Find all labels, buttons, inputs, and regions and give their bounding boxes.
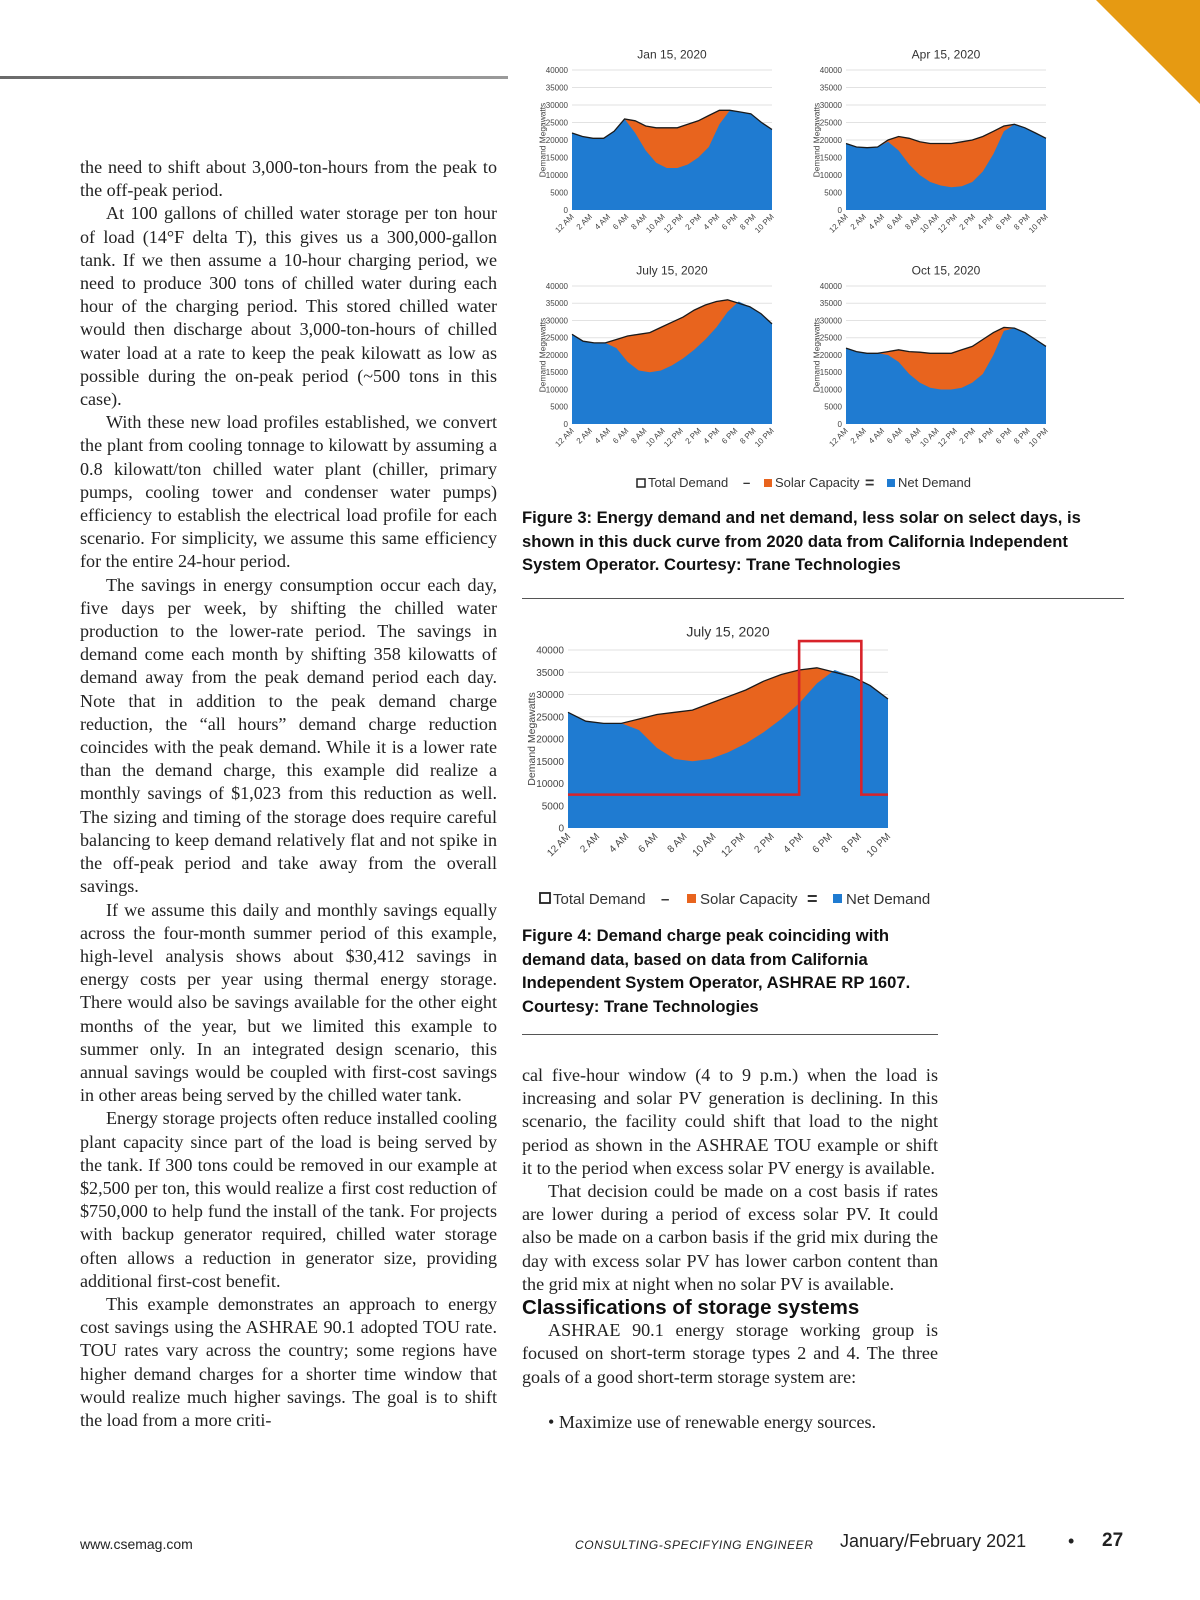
figure-3-rule bbox=[522, 598, 1124, 599]
paragraph: the need to shift about 3,000-ton-hours from the peak to the off-peak period. bbox=[80, 157, 497, 201]
legend-net-swatch bbox=[887, 479, 895, 487]
x-tick-label: 4 PM bbox=[701, 212, 722, 232]
x-tick-label: 10 AM bbox=[644, 426, 667, 449]
y-tick-label: 40000 bbox=[545, 65, 568, 75]
figure-4 bbox=[520, 620, 940, 914]
y-tick-label: 5000 bbox=[541, 801, 564, 813]
legend-solar-swatch bbox=[687, 894, 696, 903]
y-tick-label: 5000 bbox=[824, 188, 842, 198]
x-tick-label: 4 AM bbox=[607, 831, 632, 856]
chart-title: July 15, 2020 bbox=[686, 623, 770, 640]
y-tick-label: 0 bbox=[563, 419, 568, 429]
bullet-item: • Maximize use of renewable energy sources. bbox=[548, 1411, 877, 1432]
chart-title: July 15, 2020 bbox=[636, 263, 708, 278]
y-tick-label: 40000 bbox=[545, 281, 568, 291]
y-tick-label: 10000 bbox=[819, 385, 842, 395]
y-tick-label: 10000 bbox=[545, 385, 568, 395]
y-tick-label: 30000 bbox=[819, 100, 842, 110]
x-tick-label: 8 AM bbox=[629, 212, 649, 232]
paragraph: Energy storage projects often reduce installed cooling plant capacity since part of the load is being served by the tank. If 300 tons could be removed in our example at $2,500 per ton, this would realize a first cost reduction of $750,000 to help fund the install of the tank. For projects with backup generator required, chilled water storage often allows a reduction in generator size, providing additional first-cost benefit. bbox=[80, 1108, 497, 1291]
x-tick-label: 10 PM bbox=[753, 426, 776, 449]
y-tick-label: 25000 bbox=[819, 118, 842, 128]
footer-bullet: • bbox=[1068, 1531, 1075, 1551]
y-tick-label: 15000 bbox=[536, 756, 564, 768]
footer-date: January/February 2021 bbox=[840, 1531, 1027, 1551]
x-tick-label: 2 AM bbox=[848, 426, 868, 446]
y-tick-label: 35000 bbox=[545, 83, 568, 93]
x-tick-label: 12 AM bbox=[553, 426, 576, 449]
y-tick-label: 40000 bbox=[819, 281, 842, 291]
x-tick-label: 8 PM bbox=[738, 426, 758, 446]
chart-oct-15-2020 bbox=[812, 264, 1050, 449]
y-tick-label: 25000 bbox=[545, 333, 568, 343]
y-tick-label: 5000 bbox=[550, 402, 568, 412]
figure-4-rule bbox=[522, 1034, 938, 1035]
y-tick-label: 30000 bbox=[819, 316, 842, 326]
x-tick-label: 8 AM bbox=[665, 831, 690, 856]
chart-title: Oct 15, 2020 bbox=[911, 263, 981, 278]
x-tick-label: 12 PM bbox=[936, 212, 959, 235]
figure-3 bbox=[520, 38, 1100, 500]
y-axis-label: Demand Megawatts bbox=[811, 317, 822, 393]
x-tick-label: 10 AM bbox=[644, 212, 667, 235]
paragraph: cal five-hour window (4 to 9 p.m.) when the load is increasing and solar PV generation is declining. In this scenario, the facility could shift that load to the night period as shown in the ASHRAE TOU example or shift it to the period when excess solar PV energy is available. bbox=[522, 1065, 938, 1178]
y-tick-label: 20000 bbox=[819, 350, 842, 360]
x-tick-label: 10 AM bbox=[690, 831, 719, 860]
x-tick-label: 4 PM bbox=[975, 426, 996, 446]
x-tick-label: 2 AM bbox=[578, 831, 603, 856]
y-tick-label: 5000 bbox=[550, 188, 568, 198]
x-tick-label: 4 PM bbox=[975, 212, 996, 232]
right-text-column bbox=[522, 1064, 938, 1434]
x-tick-label: 12 AM bbox=[545, 831, 574, 860]
legend-net-label: Net Demand bbox=[898, 475, 971, 490]
x-tick-label: 10 AM bbox=[918, 426, 941, 449]
y-tick-label: 40000 bbox=[819, 65, 842, 75]
chart-title: Jan 15, 2020 bbox=[637, 47, 707, 62]
x-tick-label: 4 PM bbox=[701, 426, 722, 446]
paragraph: This example demonstrates an approach to energy cost savings using the ASHRAE 90.1 adopted TOU rate. TOU rates vary across the country; some regions have higher demand charges for a shorter time window that would realize much higher savings. The goal is to shift the load from a more criti- bbox=[80, 1293, 497, 1430]
x-tick-label: 12 PM bbox=[662, 426, 685, 449]
legend-solar-label: Solar Capacity bbox=[775, 475, 860, 490]
y-tick-label: 20000 bbox=[545, 350, 568, 360]
x-tick-label: 8 PM bbox=[1012, 426, 1032, 446]
x-tick-label: 10 PM bbox=[753, 212, 776, 235]
legend-net-swatch bbox=[833, 894, 842, 903]
page-number: 27 bbox=[1102, 1530, 1124, 1551]
x-tick-label: 6 AM bbox=[885, 426, 905, 446]
y-tick-label: 30000 bbox=[545, 100, 568, 110]
legend-net-label: Net Demand bbox=[846, 891, 931, 908]
y-tick-label: 15000 bbox=[819, 368, 842, 378]
y-tick-label: 5000 bbox=[824, 402, 842, 412]
x-tick-label: 10 PM bbox=[1027, 426, 1050, 449]
x-tick-label: 6 PM bbox=[719, 212, 740, 232]
y-tick-label: 0 bbox=[563, 205, 568, 215]
paragraph: At 100 gallons of chilled water storage per ton hour of load (14°F delta T), this gives us a 300,000-gallon tank. If we then assume a 10-hour charging period, we need to produce 300 tons of chilled water during each hour of the charging period. This stored chilled water would then discharge about 3,000-ton-hours of chilled water load at a rate to keep the peak kilowatt as low as possible during the on-peak period (~500 tons in this case). bbox=[80, 203, 497, 410]
legend-total-demand-swatch bbox=[540, 893, 550, 903]
y-axis-label: Demand Megawatts bbox=[526, 692, 538, 786]
y-tick-label: 35000 bbox=[819, 83, 842, 93]
y-tick-label: 15000 bbox=[545, 153, 568, 163]
x-tick-label: 4 AM bbox=[592, 426, 613, 446]
x-tick-label: 6 AM bbox=[611, 426, 631, 446]
y-axis-label: Demand Megawatts bbox=[537, 317, 548, 393]
legend-solar-swatch bbox=[764, 479, 772, 487]
figure-3-legend bbox=[637, 475, 971, 492]
chart-title: Apr 15, 2020 bbox=[911, 47, 981, 62]
legend-minus: – bbox=[661, 891, 670, 908]
y-axis-label: Demand Megawatts bbox=[537, 102, 548, 178]
footer-magazine-prefix: CONSULTING- bbox=[575, 1538, 664, 1552]
paragraph: ASHRAE 90.1 energy storage working group is focused on short-term storage types 2 and 4. The three goals of a good short-term storage system are: bbox=[522, 1320, 938, 1387]
x-tick-label: 4 AM bbox=[866, 212, 887, 232]
legend-equals: = bbox=[865, 475, 875, 492]
x-tick-label: 12 AM bbox=[827, 426, 850, 449]
x-tick-label: 12 PM bbox=[662, 212, 685, 235]
x-tick-label: 6 AM bbox=[636, 831, 661, 856]
chart-demand-charge bbox=[526, 624, 893, 860]
x-tick-label: 4 PM bbox=[781, 831, 806, 856]
x-tick-label: 6 AM bbox=[885, 212, 905, 232]
y-tick-label: 35000 bbox=[536, 667, 564, 679]
y-tick-label: 0 bbox=[558, 823, 564, 835]
y-tick-label: 20000 bbox=[536, 734, 564, 746]
legend-minus: – bbox=[743, 475, 751, 490]
x-tick-label: 12 PM bbox=[719, 831, 748, 860]
x-tick-label: 2 PM bbox=[752, 831, 777, 856]
y-tick-label: 25000 bbox=[819, 333, 842, 343]
x-tick-label: 6 AM bbox=[611, 212, 631, 232]
y-axis-label: Demand Megawatts bbox=[811, 102, 822, 178]
footer-magazine bbox=[575, 1538, 813, 1552]
x-tick-label: 6 PM bbox=[993, 212, 1014, 232]
y-tick-label: 30000 bbox=[545, 316, 568, 326]
y-tick-label: 35000 bbox=[819, 299, 842, 309]
legend-total-demand-label: Total Demand bbox=[553, 891, 646, 908]
left-text-column bbox=[80, 156, 497, 1432]
x-tick-label: 2 PM bbox=[683, 212, 704, 232]
legend-total-demand-label: Total Demand bbox=[648, 475, 729, 490]
y-tick-label: 30000 bbox=[536, 690, 564, 701]
figure-4-caption: Figure 4: Demand charge peak coinciding with demand data, based on data from California Independent System Operator, ASHRAE RP 1607. Courtesy: Trane Technologies bbox=[522, 926, 911, 1016]
x-tick-label: 6 PM bbox=[993, 426, 1014, 446]
x-tick-label: 2 AM bbox=[848, 212, 868, 232]
chart-jan-15-2020 bbox=[538, 48, 776, 235]
y-tick-label: 20000 bbox=[545, 135, 568, 145]
x-tick-label: 10 PM bbox=[864, 831, 894, 860]
y-tick-label: 0 bbox=[837, 205, 842, 215]
y-tick-label: 10000 bbox=[545, 170, 568, 180]
y-tick-label: 15000 bbox=[819, 153, 842, 163]
legend-total-demand-swatch bbox=[637, 479, 645, 487]
paragraph: That decision could be made on a cost basis if rates are lower during a period of excess solar PV. It could also be made on a carbon basis if the grid mix during the day with excess solar PV has lower carbon content than the grid mix at night when no solar PV is available. bbox=[522, 1181, 938, 1294]
section-heading: Classifications of storage systems bbox=[522, 1296, 860, 1320]
y-tick-label: 25000 bbox=[545, 118, 568, 128]
y-tick-label: 0 bbox=[837, 419, 842, 429]
paragraph: With these new load profiles established, we convert the plant from cooling tonnage to kilowatt by assuming a 0.8 kilowatt/ton chilled water plant (chiller, primary pumps, cooling tower and condenser water pumps) efficiency to establish the electrical load profile for each scenario. For simplicity, we assume this same efficiency for the entire 24-hour period. bbox=[80, 412, 497, 572]
y-tick-label: 25000 bbox=[536, 712, 564, 724]
y-tick-label: 10000 bbox=[536, 779, 564, 790]
footer-url: www.csemag.com bbox=[80, 1536, 193, 1552]
x-tick-label: 2 AM bbox=[574, 212, 594, 232]
y-tick-label: 40000 bbox=[536, 645, 564, 657]
header-rule bbox=[0, 76, 508, 79]
y-tick-label: 35000 bbox=[545, 299, 568, 309]
x-tick-label: 8 PM bbox=[839, 831, 865, 856]
y-tick-label: 15000 bbox=[545, 368, 568, 378]
x-tick-label: 4 AM bbox=[866, 426, 887, 446]
x-tick-label: 8 PM bbox=[738, 212, 758, 232]
figure-3-caption: Figure 3: Energy demand and net demand, less solar on select days, is shown in this duck curve from 2020 data from California Independent System Operator. Courtesy: Trane Technologies bbox=[522, 508, 1081, 574]
y-tick-label: 10000 bbox=[819, 170, 842, 180]
figure-4-legend bbox=[540, 889, 930, 909]
chart-july-15-2020 bbox=[538, 264, 776, 449]
legend-solar-label: Solar Capacity bbox=[700, 891, 798, 908]
y-tick-label: 20000 bbox=[819, 135, 842, 145]
page-corner-accent bbox=[1096, 0, 1200, 104]
x-tick-label: 6 PM bbox=[810, 831, 835, 856]
paragraph: If we assume this daily and monthly savings equally across the four-month summer period of this example, high-level analysis shows about $30,412 savings in energy costs per year using thermal energy storage. There would also be savings available for the other eight months of the year, but we limited this example to summer only. In an integrated design scenario, this annual savings would be coupled with first-cost savings in other areas being served by the chilled water tank. bbox=[80, 899, 497, 1106]
x-tick-label: 8 AM bbox=[903, 426, 923, 446]
x-tick-label: 8 PM bbox=[1012, 212, 1032, 232]
x-tick-label: 2 PM bbox=[957, 212, 978, 232]
x-tick-label: 10 PM bbox=[1027, 212, 1050, 235]
x-tick-label: 2 PM bbox=[683, 426, 704, 446]
x-tick-label: 2 AM bbox=[574, 426, 594, 446]
paragraph: The savings in energy consumption occur each day, five days per week, by shifting the chilled water production to the lower-rate period. The savings in demand come each month by shifting 358 kilowatts of demand away from the peak demand period each day. Note that in addition to the peak demand charge reduction, the “all hours” demand charge reduction coincides with the peak demand. While it is a lower rate than the demand charge, this example did realize a monthly savings of $1,023 from this reduction as well. The sizing and timing of the storage does require careful balancing to keep demand relatively flat and not spike in the off-peak period and take away from the overall savings. bbox=[80, 574, 497, 897]
x-tick-label: 4 AM bbox=[592, 212, 613, 232]
legend-equals: = bbox=[807, 889, 818, 909]
x-tick-label: 2 PM bbox=[957, 426, 978, 446]
chart-apr-15-2020 bbox=[812, 48, 1050, 235]
x-tick-label: 8 AM bbox=[903, 212, 923, 232]
footer-magazine-suffix: SPECIFYING ENGINEER bbox=[663, 1538, 814, 1552]
x-tick-label: 12 AM bbox=[553, 212, 576, 235]
x-tick-label: 12 AM bbox=[827, 212, 850, 235]
x-tick-label: 10 AM bbox=[918, 212, 941, 235]
x-tick-label: 6 PM bbox=[719, 426, 740, 446]
x-tick-label: 12 PM bbox=[936, 426, 959, 449]
x-tick-label: 8 AM bbox=[629, 426, 649, 446]
